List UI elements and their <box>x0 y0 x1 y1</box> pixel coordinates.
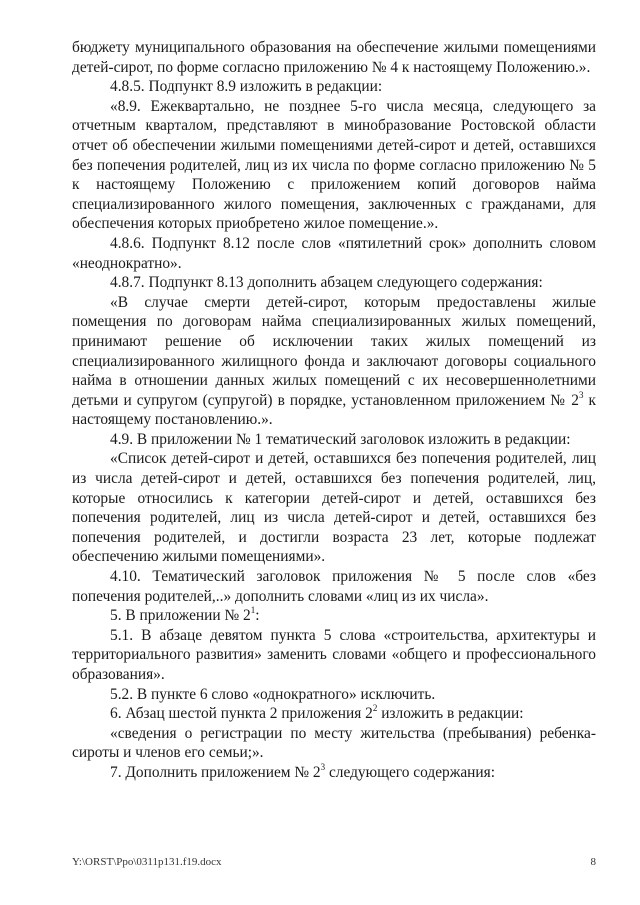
paragraph-text: 4.10. Тематический заголовок приложения № 5 после слов «без попечения родителей,..» дополнить словами «лиц из их числа». <box>72 568 596 605</box>
paragraph-text: 4.8.5. Подпункт 8.9 изложить в редакции: <box>110 78 383 96</box>
paragraph-5-1 <box>72 626 596 685</box>
paragraph-text-tail: к настоящему постановлению.». <box>72 391 596 429</box>
paragraph-list-quote <box>72 449 596 567</box>
paragraph-text-tail: : <box>255 607 260 625</box>
document-body <box>72 38 596 783</box>
paragraph-text-tail: следующего содержания: <box>325 763 496 781</box>
paragraph-text: «Список детей-сирот и детей, оставшихся без попечения родителей, лиц из числа детей-сирот и детей, оставшихся без попечения родителей, лиц, которые относились к категории детей-сирот и детей, оставшихся без попечения родителей, лиц из числа детей-сирот и детей, оставшихся без попечения родителей, и достигли возраста 23 лет, которые подлежат обеспечению жилыми помещениями». <box>72 450 596 566</box>
paragraph-text: 5. В приложении № 2 <box>110 607 251 625</box>
superscript: 3 <box>320 761 326 772</box>
footer-file-path: Y:\ORST\Ppo\0311p131.f19.docx <box>72 856 222 868</box>
paragraph-5 <box>72 606 596 626</box>
paragraph-text: бюджету муниципального образования на обеспечение жилыми помещениями детей-сирот, по форме согласно приложению № 4 к настоящему Положению.». <box>72 39 596 76</box>
paragraph-text: «В случае смерти детей-сирот, которым предоставлены жилые помещения по договорам найма специализированных жилых помещений, принимают решение об исключении таких жилых помещений из специализированного жилищного фонда и заключают договоры социального найма в отношении данных жилых помещений с их несовершеннолетними детьми и супругом (супругой) в порядке, установленном приложением № 2 <box>72 293 596 409</box>
paragraph-text-tail: изложить в редакции: <box>377 705 524 723</box>
paragraph-8-9-quote <box>72 97 596 234</box>
paragraph-text: 7. Дополнить приложением № 2 <box>110 763 321 781</box>
paragraph-6 <box>72 704 596 724</box>
paragraph-4-8-7 <box>72 273 596 293</box>
paragraph-text: «8.9. Ежеквартально, не позднее 5-го числа месяца, следующего за отчетным кварталом, представляют в минобразование Ростовской области отчет об обеспечении жилыми помещениями детей-сирот и детей, оставшихся без попечения родителей, лиц из их числа по форме согласно приложению № 5 к настоящему Положению с приложением копий договоров найма специализированного жилого помещения, заключенных с гражданами, для обеспечения которых приобретено жилое помещение.». <box>72 97 596 233</box>
paragraph-death-quote <box>72 293 596 430</box>
paragraph-7 <box>72 763 596 783</box>
paragraph-text: 4.8.7. Подпункт 8.13 дополнить абзацем следующего содержания: <box>110 274 543 292</box>
paragraph-text: «сведения о регистрации по месту жительства (пребывания) ребенка-сироты и членов его семьи;». <box>72 724 596 762</box>
superscript: 2 <box>372 703 378 714</box>
paragraph-text: 5.1. В абзаце девятом пункта 5 слова «строительства, архитектуры и территориального развития» заменить словами «общего и профессионального образования». <box>72 626 596 683</box>
superscript: 1 <box>250 605 256 616</box>
paragraph-4-8-5 <box>72 77 596 97</box>
paragraph-4-9 <box>72 430 596 450</box>
paragraph-4-10 <box>72 567 596 606</box>
paragraph-5-2 <box>72 685 596 705</box>
footer-page-number: 8 <box>590 856 596 868</box>
paragraph-text: 6. Абзац шестой пункта 2 приложения 2 <box>110 705 373 723</box>
paragraph-4-8-6 <box>72 234 596 273</box>
superscript: 3 <box>578 389 584 400</box>
paragraph-text: 4.8.6. Подпункт 8.12 после слов «пятилетний срок» дополнить словом «неоднократно». <box>72 234 596 272</box>
paragraph-text: 4.9. В приложении № 1 тематический заголовок изложить в редакции: <box>110 430 571 448</box>
paragraph-registration-quote <box>72 724 596 763</box>
paragraph-continuation <box>72 38 596 77</box>
paragraph-text: 5.2. В пункте 6 слово «однократного» исключить. <box>110 685 436 703</box>
